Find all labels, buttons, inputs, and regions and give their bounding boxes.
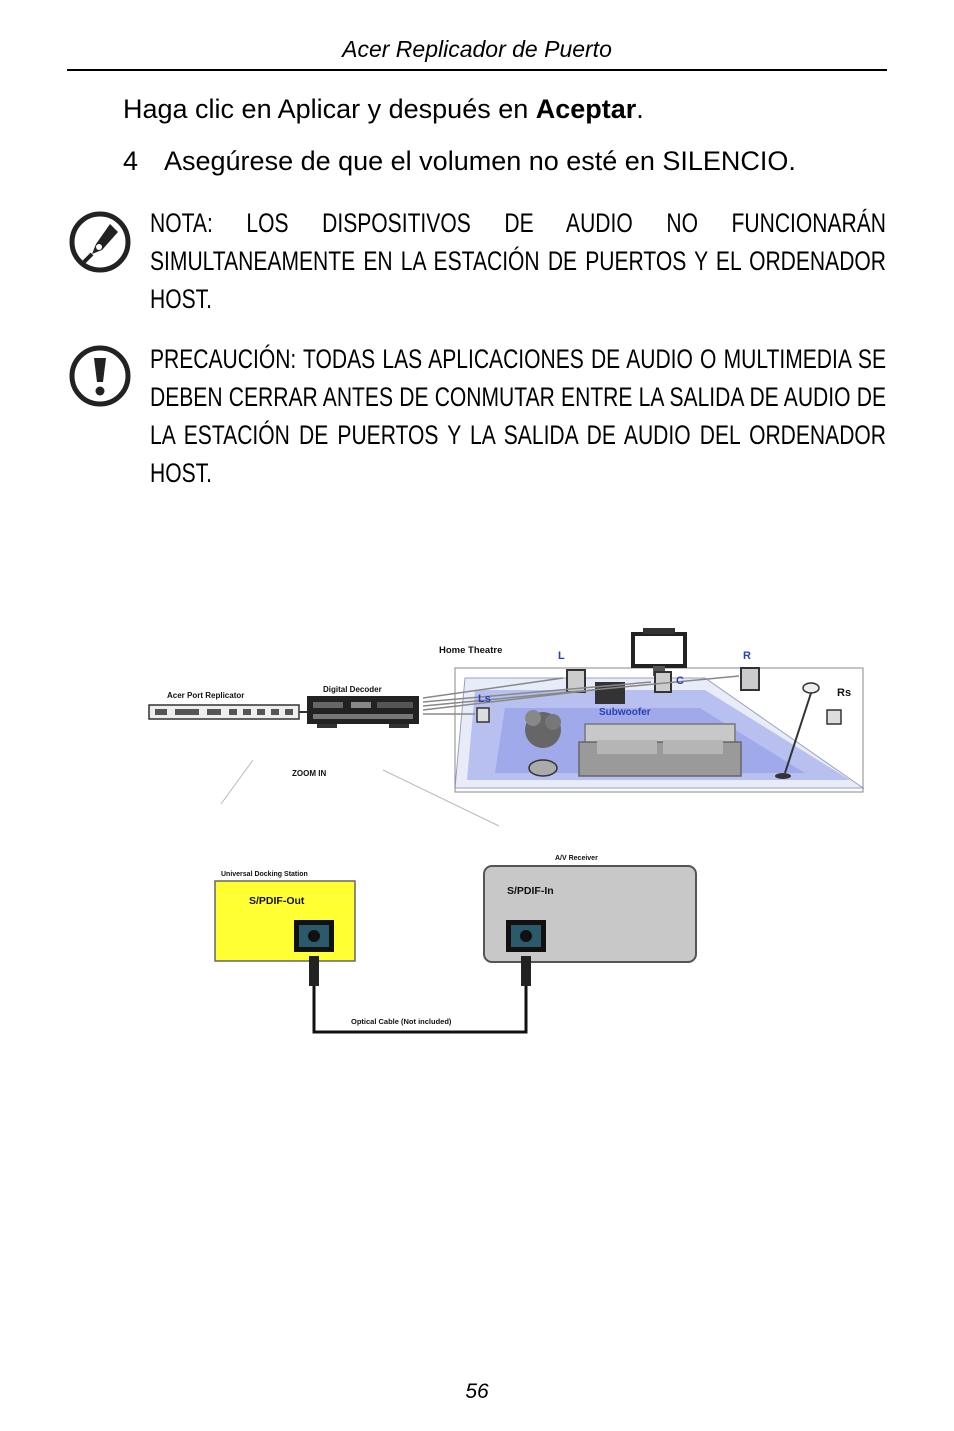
audio-connection-diagram [145, 618, 865, 1038]
av-receiver-label: A/V Receiver [555, 855, 598, 862]
zoom-in-label: ZOOM IN [292, 769, 327, 778]
optical-cable-label: Optical Cable (Not included) [351, 1017, 452, 1026]
plant-icon [529, 760, 557, 776]
speaker-r-icon [741, 668, 759, 690]
port-replicator-label: Acer Port Replicator [167, 691, 245, 700]
digital-decoder-icon [307, 696, 419, 728]
note-text: NOTA: LOS DISPOSITIVOS DE AUDIO NO FUNCIONARÁN SIMULTANEAMENTE EN LA ESTACIÓN DE PUERTOS Y EL ORDENADOR HOST. [150, 208, 886, 314]
port-replicator-icon [149, 705, 299, 719]
step-4 [123, 146, 796, 177]
docking-station-label: Universal Docking Station [221, 871, 308, 878]
home-theatre-label: Home Theatre [439, 645, 503, 656]
accept-term: Aceptar [535, 94, 637, 124]
speaker-ls-label: Ls [478, 693, 491, 705]
apply-text: Haga clic en Aplicar y después en [123, 94, 536, 124]
speaker-r-label: R [743, 650, 751, 662]
step-4-text: Asegúrese de que el volumen no esté en SILENCIO. [164, 146, 796, 176]
spdif-out-port-icon [294, 920, 334, 952]
apply-period: . [636, 94, 644, 124]
caution-text: PRECAUCIÓN: TODAS LAS APLICACIONES DE AUDIO O MULTIMEDIA SE DEBEN CERRAR ANTES DE CONMUTAR ENTRE LA SALIDA DE AUDIO DE LA ESTACIÓN DE PUERTOS Y LA SALIDA DE AUDIO DEL ORDENADOR HOST. [150, 344, 886, 488]
spdif-in-port-icon [506, 920, 546, 952]
running-header: Acer Replicador de Puerto [342, 36, 612, 62]
speaker-ls-icon [477, 708, 489, 722]
exclamation-icon [68, 344, 132, 408]
spdif-in-label: S/PDIF-In [507, 885, 554, 897]
header-rule [67, 69, 887, 71]
speaker-rs-icon [827, 710, 841, 724]
pen-nib-icon [68, 210, 132, 274]
subwoofer-label: Subwoofer [599, 707, 651, 718]
digital-decoder-label: Digital Decoder [323, 685, 382, 694]
spdif-out-label: S/PDIF-Out [249, 895, 305, 907]
page-number: 56 [465, 1380, 489, 1403]
apply-instruction [123, 94, 644, 125]
speaker-l-label: L [558, 650, 565, 662]
tv-icon [633, 634, 685, 666]
speaker-rs-label: Rs [837, 687, 852, 699]
step-number: 4 [123, 146, 139, 176]
speaker-c-label: C [676, 675, 684, 687]
